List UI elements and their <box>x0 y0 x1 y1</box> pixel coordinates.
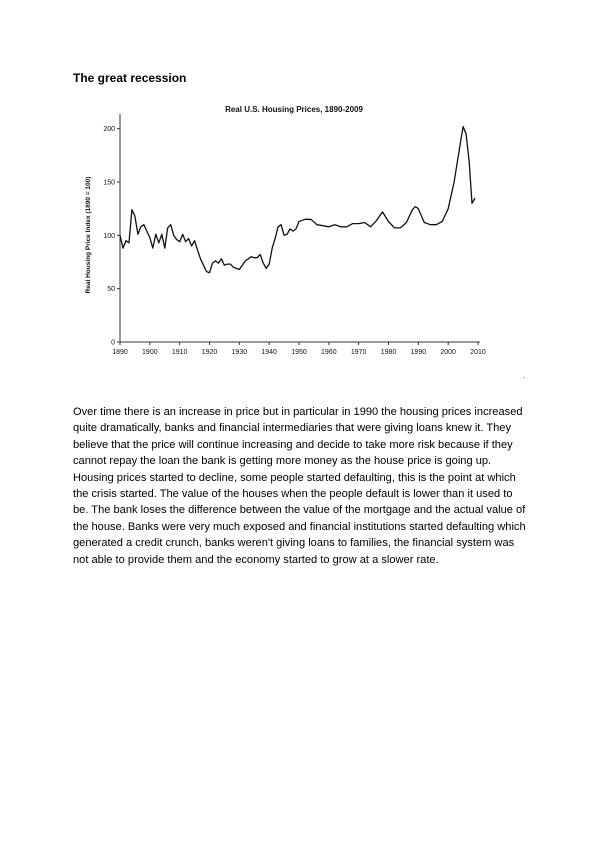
chart-axes <box>103 114 486 356</box>
document-heading: The great recession <box>73 71 187 85</box>
y-tick-label: 200 <box>103 126 115 134</box>
x-tick-label: 1900 <box>142 349 158 356</box>
series-line <box>120 127 475 273</box>
chart-series-layer <box>120 127 475 273</box>
x-tick-label: 1890 <box>112 349 128 356</box>
chart-y-axis-label: Real Housing Price Index (1890 = 100) <box>85 176 92 294</box>
body-paragraph: Over time there is an increase in price but in particular in 1990 the housing prices increased quite dramatically, banks and financial intermediaries that were giving loans knew it. They believe that the price will continue increasing and decide to take more risk because if they cannot repay the loan the bank is getting more money as the house price is going up. Housing prices started to decline, some people started defaulting, this is the point at which the crisis started. The value of the houses when the people default is lower than it used to be. The bank loses the difference between the value of the mortgage and the actual value of the house. Banks were very much exposed and financial institutions started defaulting which generated a credit crunch, banks weren't giving loans to families, the financial system was not able to provide them and the economy started to grow at a slower rate. <box>73 406 526 566</box>
y-tick-label: 0 <box>111 339 115 347</box>
chart-canvas <box>80 100 505 362</box>
y-tick-label: 150 <box>103 179 115 187</box>
stray-mark: ˜ <box>523 378 525 384</box>
x-tick-label: 1920 <box>201 349 218 356</box>
x-tick-label: 1960 <box>321 349 337 356</box>
x-tick-label: 1950 <box>291 349 307 356</box>
y-tick-label: 50 <box>107 286 115 294</box>
x-tick-label: 1930 <box>231 349 248 356</box>
y-tick-label: 100 <box>103 232 115 240</box>
x-tick-label: 1910 <box>171 349 188 356</box>
x-tick-label: 1990 <box>410 349 427 356</box>
x-tick-label: 1980 <box>380 349 397 356</box>
x-tick-label: 2010 <box>470 349 486 356</box>
chart-title: Real U.S. Housing Prices, 1890-2009 <box>225 105 363 114</box>
x-tick-label: 1940 <box>261 349 277 356</box>
housing-price-chart <box>80 100 505 362</box>
x-tick-label: 2000 <box>440 349 456 356</box>
x-tick-label: 1970 <box>350 349 367 356</box>
